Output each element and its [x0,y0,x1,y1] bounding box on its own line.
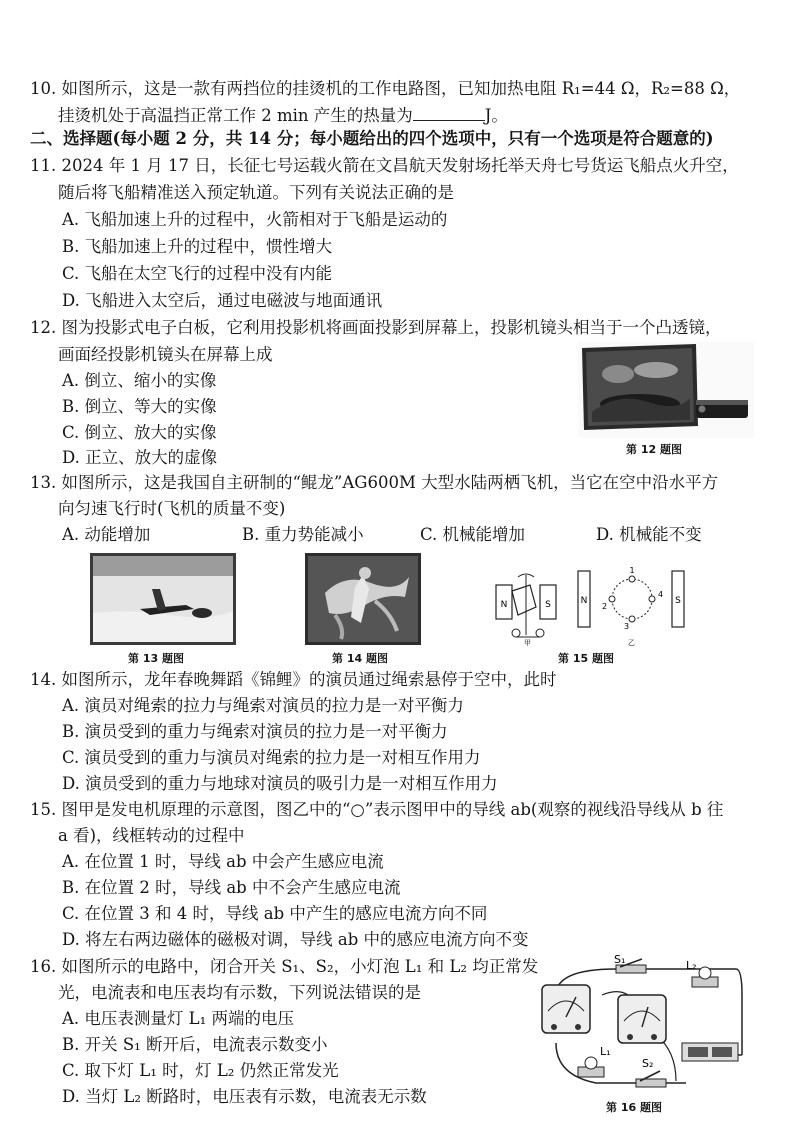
q13-option-d: D. 机械能不变 [596,525,702,544]
q10-unit: J。 [484,106,508,125]
label-l2: L₂ [686,959,697,972]
q16-option-b: B. 开关 S₁ 断开后，电流表示数变小 [62,1035,328,1054]
q10-line2 [58,104,508,127]
circuit-figure [536,955,748,1097]
ammeter [618,995,666,1043]
q13-option-b: B. 重力势能减小 [242,525,364,544]
q13-option-a: A. 动能增加 [62,525,151,544]
q16-line1: 16. 如图所示的电路中，闭合开关 S₁、S₂，小灯泡 L₁ 和 L₂ 均正常发 [30,957,539,976]
q15-line1: 15. 图甲是发电机原理的示意图，图乙中的“○”表示图甲中的导线 ab(观察的视线沿导线从 b 往 [30,800,724,819]
switch-s2 [636,1057,666,1087]
pos-3: 3 [624,622,630,631]
voltmeter [542,985,590,1033]
generator-yi [578,566,684,647]
q13-line1: 13. 如图所示，这是我国自主研制的“鲲龙”AG600M 大型水陆两栖飞机，当它在空中沿水平方 [30,473,719,492]
q15-option-c: C. 在位置 3 和 4 时，导线 ab 中产生的感应电流方向不同 [62,904,488,923]
lamp-l2 [686,959,718,987]
q14-option-a: A. 演员对绳索的拉力与绳索对演员的拉力是一对平衡力 [62,696,464,715]
q12-line2: 画面经投影机镜头在屏幕上成 [58,345,273,364]
q11-option-a: A. 飞船加速上升的过程中，火箭相对于飞船是运动的 [62,210,448,229]
q13-line2: 向匀速飞行时(飞机的质量不变) [58,499,286,518]
pos-2: 2 [602,602,608,611]
q11-option-d: D. 飞船进入太空后，通过电磁波与地面通讯 [62,291,383,310]
q12-option-d: D. 正立、放大的虚像 [62,448,218,467]
fig14-caption: 第 14 题图 [332,652,388,665]
q11-line2: 随后将飞船精准送入预定轨道。下列有关说法正确的是 [58,183,454,202]
q10-line1: 10. 如图所示，这是一款有两挡位的挂烫机的工作电路图，已知加热电阻 R₁=44 Ω，R₂=88 Ω， [30,79,741,98]
q14-line1: 14. 如图所示，龙年春晚舞蹈《锦鲤》的演员通过绳索悬停于空中，此时 [30,670,557,689]
lamp-l1 [578,1045,611,1077]
q16-line2: 光，电流表和电压表均有示数，下列说法错误的是 [58,983,421,1002]
q13-option-c: C. 机械能增加 [420,525,526,544]
dancer-figure [305,553,421,645]
q15-line2: a 看)，线框转动的过程中 [58,826,245,845]
label-yi: 乙 [628,639,635,647]
q14-option-d: D. 演员受到的重力与地球对演员的吸引力是一对相互作用力 [62,774,498,793]
q15-option-a: A. 在位置 1 时，导线 ab 中会产生感应电流 [62,852,384,871]
q12-option-b: B. 倒立、等大的实像 [62,397,217,416]
projector-whiteboard-figure [578,342,754,438]
section-heading: 二、选择题(每小题 2 分，共 14 分；每小题给出的四个选项中，只有一个选项是符合题意的) [30,129,714,148]
pos-4: 4 [658,590,664,599]
q14-option-c: C. 演员受到的重力与演员对绳索的拉力是一对相互作用力 [62,748,481,767]
fig15-caption: 第 15 题图 [558,652,614,665]
q11-line1: 11. 2024 年 1 月 17 日，长征七号运载火箭在文昌航天发射场托举天舟七号货运飞船点火升空， [30,156,739,175]
label-s2: S₂ [642,1057,654,1070]
label-s1: S₁ [614,955,626,966]
q11-option-b: B. 飞船加速上升的过程中，惯性增大 [62,237,333,256]
generator-jia [496,574,556,647]
fig13-caption: 第 13 题图 [128,652,184,665]
q10-line2-text: 挂烫机处于高温挡正常工作 2 min 产生的热量为 [58,106,413,125]
fig12-caption: 第 12 题图 [626,443,682,456]
q11-option-c: C. 飞船在太空飞行的过程中没有内能 [62,264,333,283]
answer-blank [413,104,485,121]
label-l1: L₁ [600,1045,611,1058]
label-jia: 甲 [524,639,531,647]
q12-option-a: A. 倒立、缩小的实像 [62,371,217,390]
generator-diagram [486,563,690,647]
pos-1: 1 [629,566,635,575]
q15-option-d: D. 将左右两边磁体的磁极对调，导线 ab 中的感应电流方向不变 [62,930,529,949]
fig16-caption: 第 16 题图 [606,1101,662,1114]
q16-option-a: A. 电压表测量灯 L₁ 两端的电压 [62,1009,294,1028]
jia-pole-s: S [545,600,551,610]
jia-pole-n: N [500,600,508,610]
yi-pole-s: S [675,596,681,606]
q12-line1: 12. 图为投影式电子白板，它利用投影机将画面投影到屏幕上，投影机镜头相当于一个凸透镜， [30,318,722,337]
q16-option-d: D. 当灯 L₂ 断路时，电压表有示数，电流表无示数 [62,1087,427,1106]
q15-option-b: B. 在位置 2 时，导线 ab 中不会产生感应电流 [62,878,401,897]
seaplane-figure [90,553,236,645]
yi-pole-n: N [580,596,588,606]
switch-s1 [614,955,646,973]
q12-option-c: C. 倒立、放大的实像 [62,423,217,442]
battery [682,1043,738,1061]
q14-option-b: B. 演员受到的重力与绳索对演员的拉力是一对平衡力 [62,722,448,741]
q16-option-c: C. 取下灯 L₁ 时，灯 L₂ 仍然正常发光 [62,1061,339,1080]
